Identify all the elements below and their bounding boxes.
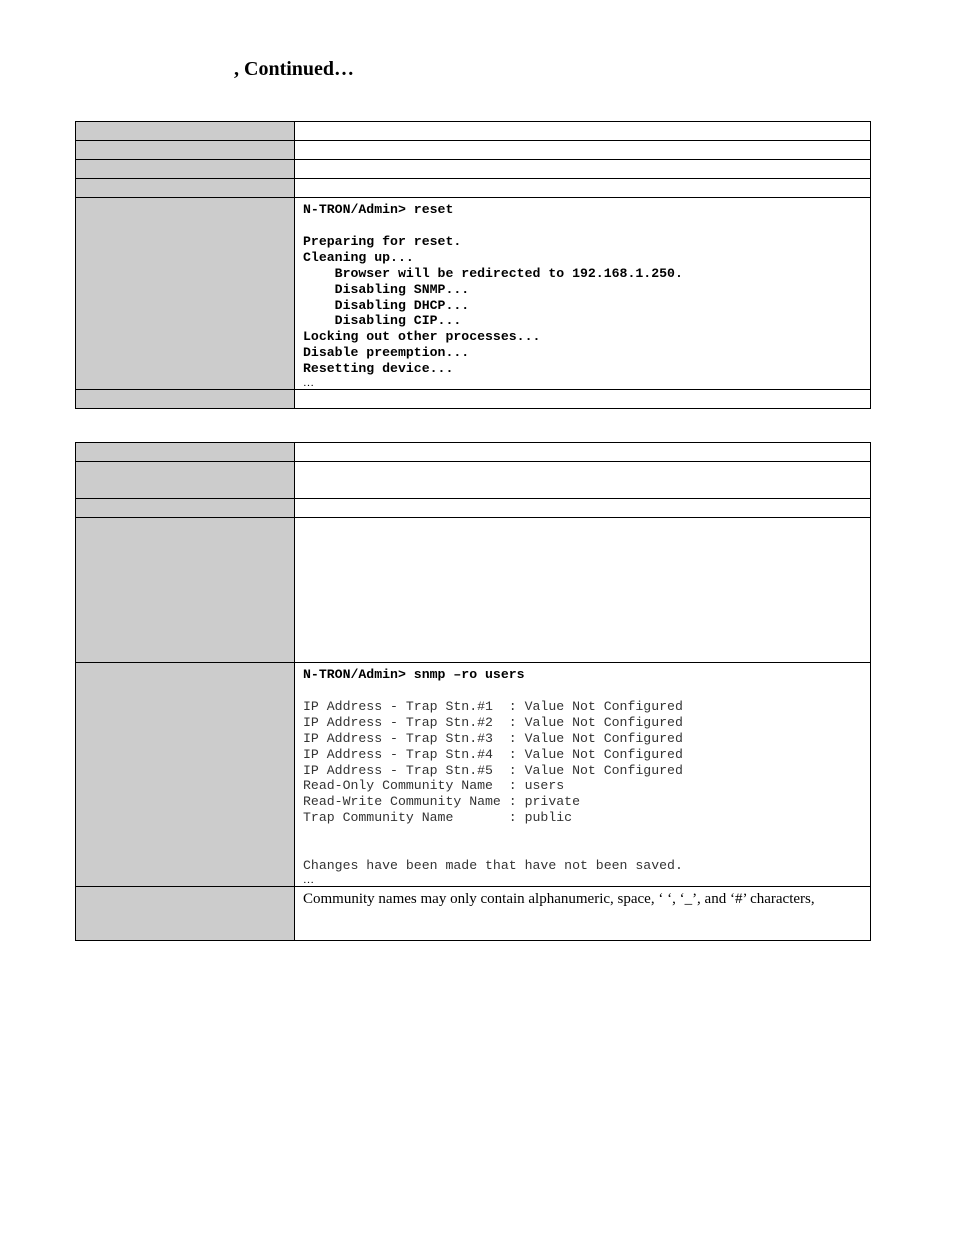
row-label-cell <box>76 122 295 141</box>
table-row-example <box>76 663 871 887</box>
row-value-cell <box>295 160 871 179</box>
table-row <box>76 160 871 179</box>
page-heading: , Continued… <box>234 58 355 80</box>
example-label-cell <box>76 198 295 390</box>
example-output: Preparing for reset. Cleaning up... Browser will be redirected to 192.168.1.250. Disabling SNMP... Disabling DHCP... Disabling CIP... Locking out other processes... Disable preemption... Resetting device... <box>303 233 683 377</box>
row-label-cell <box>76 462 295 499</box>
table-row <box>76 141 871 160</box>
row-label-cell <box>76 518 295 663</box>
reset-command-table <box>75 121 871 409</box>
example-command: N-TRON/Admin> reset <box>303 202 454 217</box>
row-label-cell <box>76 160 295 179</box>
example-label-cell <box>76 663 295 887</box>
table-row <box>76 443 871 462</box>
row-label-cell <box>76 179 295 198</box>
community-name-note: Community names may only contain alphanumeric, space, ‘ ‘, ‘_’, and ‘#’ characters, <box>303 890 815 907</box>
table-row <box>76 390 871 409</box>
note-value-cell <box>295 886 871 940</box>
row-label-cell <box>76 443 295 462</box>
table-row <box>76 122 871 141</box>
row-value-cell <box>295 443 871 462</box>
table-row <box>76 518 871 663</box>
row-label-cell <box>76 390 295 409</box>
snmp-command-table <box>75 442 871 941</box>
row-value-cell <box>295 462 871 499</box>
example-value-cell <box>295 198 871 390</box>
row-value-cell <box>295 499 871 518</box>
row-value-cell <box>295 390 871 409</box>
row-label-cell <box>76 499 295 518</box>
table-row-example <box>76 198 871 390</box>
continuation-ellipsis: … <box>303 377 314 390</box>
table-row <box>76 499 871 518</box>
row-value-cell <box>295 518 871 663</box>
example-value-cell <box>295 663 871 887</box>
note-label-cell <box>76 886 295 940</box>
row-value-cell <box>295 122 871 141</box>
table-row-note <box>76 886 871 940</box>
example-output: IP Address - Trap Stn.#1 : Value Not Configured IP Address - Trap Stn.#2 : Value Not Configured IP Address - Trap Stn.#3 : Value Not Configured IP Address - Trap Stn.#4 : Value Not Configured IP Address - Trap Stn.#5 : Value Not Configured Read-Only Community Name : users Read-Write Community Name : private Trap Community Name : public Changes have been made that have not been saved. <box>303 698 683 873</box>
example-command: N-TRON/Admin> snmp –ro users <box>303 667 525 682</box>
table-row <box>76 462 871 499</box>
row-label-cell <box>76 141 295 160</box>
row-value-cell <box>295 141 871 160</box>
continuation-ellipsis: … <box>303 873 314 886</box>
row-value-cell <box>295 179 871 198</box>
table-row <box>76 179 871 198</box>
